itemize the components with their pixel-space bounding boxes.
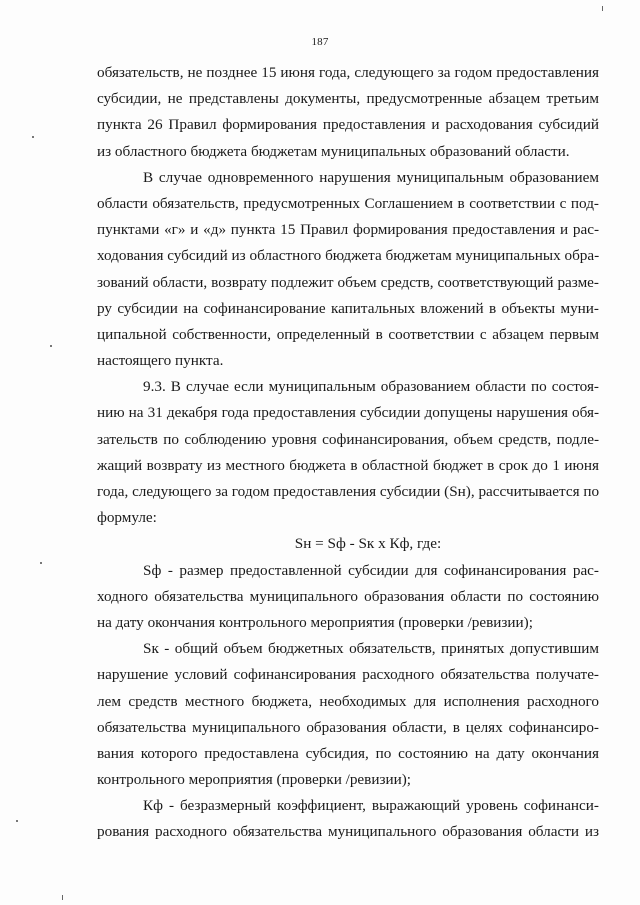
text-line: Sф - размер предоставленной субсидии для софинансирования рас- — [143, 561, 599, 579]
text-line: рования расходного обязательства муниципального образования области из — [97, 823, 599, 841]
text-line: ципальной собственности, определенный в соответствии с абзацем первым — [97, 325, 599, 343]
text-line: пункта 26 Правил формирования предоставления и расходования субсидий — [97, 116, 599, 134]
scan-speck — [16, 820, 18, 822]
text-line: ходования субсидий из областного бюджета бюджетам муниципальных обра- — [97, 247, 600, 265]
text-line: зательств по соблюдению уровня софинансирования, объем средств, подле- — [97, 430, 599, 448]
text-line: ходного обязательства муниципального образования области по состоянию — [97, 587, 599, 605]
para-continuation — [97, 60, 599, 165]
text-line: вания которого предоставлена субсидия, по состоянию на дату окончания — [97, 744, 599, 762]
text-line: В случае одновременного нарушения муниципальным образованием — [143, 168, 599, 186]
text-line: лем средств местного бюджета, необходимых для исполнения расходного — [97, 692, 599, 710]
text-line: нию на 31 декабря года предоставления субсидии допущены нарушения обя- — [97, 404, 599, 422]
page-number: 187 — [311, 36, 329, 48]
para-kf-definition — [97, 793, 599, 845]
text-line: на дату окончания контрольного мероприятия (проверки /ревизии); — [97, 613, 533, 631]
para-9-3 — [97, 374, 599, 531]
text-line: из областного бюджета бюджетам муниципальных образований области. — [97, 142, 570, 160]
text-line: Sн = Sф - Sк х Кф, где: — [294, 535, 442, 553]
text-line: субсидии, не представлены документы, предусмотренные абзацем третьим — [97, 90, 599, 108]
text-line: настоящего пункта. — [97, 352, 224, 370]
scan-edge-mark — [602, 6, 603, 11]
text-line: ру субсидии на софинансирование капитальных вложений в объекты муни- — [97, 299, 599, 317]
text-line: формуле: — [97, 509, 157, 527]
text-line: обязательств, не позднее 15 июня года, следующего за годом предоставления — [97, 64, 599, 81]
formula — [97, 531, 599, 557]
para-simultaneous-violation — [97, 165, 599, 375]
text-line: года, следующего за годом предоставления субсидии (Sн), рассчитывается по — [97, 483, 600, 500]
text-line: контрольного мероприятия (проверки /ревизии); — [97, 771, 412, 789]
text-line: 9.3. В случае если муниципальным образованием области по состоя- — [143, 378, 599, 396]
text-line: нарушение условий софинансирования расходного обязательства получате- — [97, 666, 599, 684]
document-body — [97, 60, 599, 846]
text-line: жащий возврату из местного бюджета в областной бюджет в срок до 1 июня — [97, 456, 599, 474]
scan-speck — [32, 136, 34, 138]
text-line: зований области, возврату подлежит объем средств, соответствующий разме- — [97, 273, 599, 291]
text-line: Кф - безразмерный коэффициент, выражающий уровень софинанси- — [143, 797, 599, 815]
scan-speck — [40, 562, 42, 564]
text-line: области обязательств, предусмотренных Соглашением в соответствии с под- — [97, 194, 599, 212]
text-line: Sк - общий объем бюджетных обязательств, принятых допустившим — [143, 640, 599, 658]
scan-edge-mark — [62, 895, 63, 900]
text-line: пунктами «г» и «д» пункта 15 Правил формирования предоставления и рас- — [97, 221, 599, 239]
para-sk-definition — [97, 636, 599, 793]
scan-speck — [50, 345, 52, 347]
text-line: обязательства муниципального образования области, в целях софинансиро- — [97, 718, 599, 736]
para-sf-definition — [97, 558, 599, 637]
